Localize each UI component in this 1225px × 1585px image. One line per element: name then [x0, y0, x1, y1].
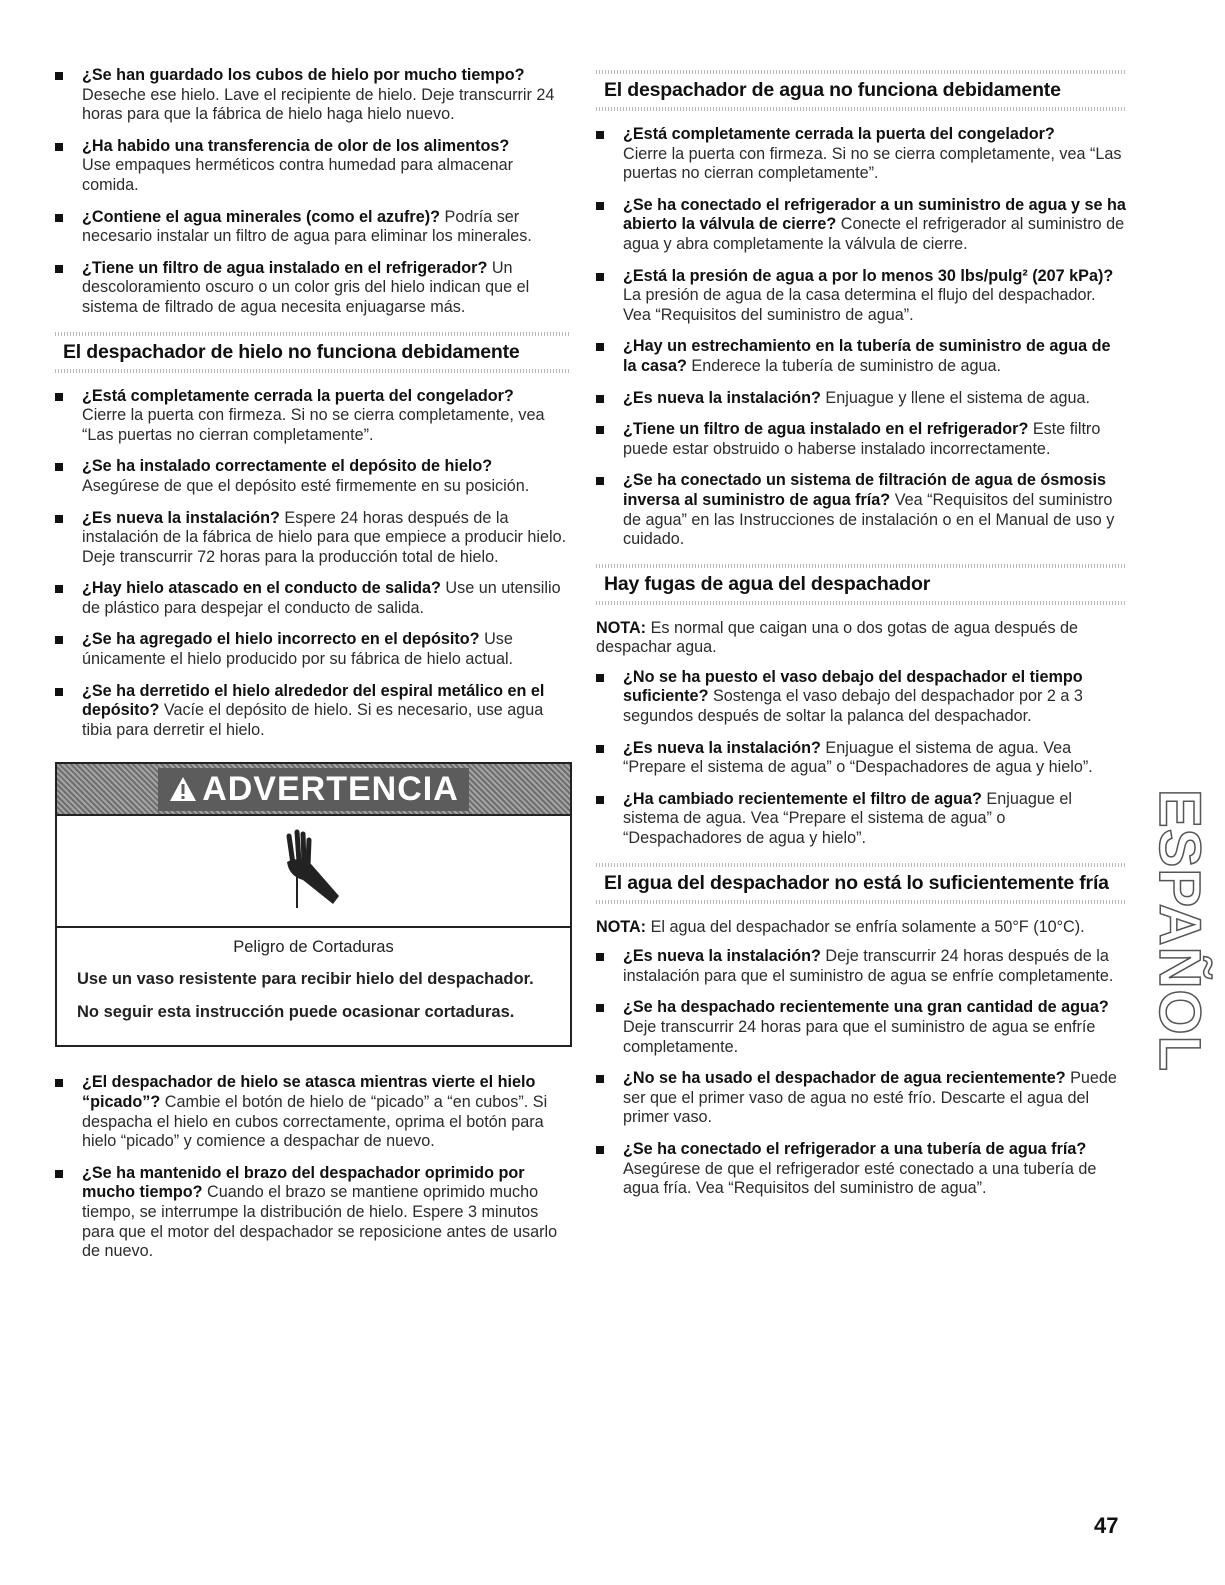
side-tab-label: ESPAÑOL — [1147, 788, 1213, 1072]
bullet-icon — [55, 72, 63, 80]
list-item — [55, 137, 570, 196]
bullet-icon — [596, 745, 604, 753]
answer: Enderece la tubería de suministro de agua. — [691, 356, 1001, 375]
answer: Vea “Requisitos del suministro de agua” en las Instrucciones de instalación o en el Manual de uso y cuidado. — [623, 490, 1115, 549]
section-header — [596, 564, 1126, 605]
answer: La presión de agua de la casa determina el flujo del despachador. Vea “Requisitos del suministro de agua”. — [623, 286, 1096, 324]
list-item — [596, 1069, 1126, 1128]
section-title: El despachador de hielo no funciona debidamente — [63, 340, 520, 363]
answer: Asegúrese de que el refrigerador esté conectado a una tubería de agua fría. Vea “Requisitos del suministro de agua”. — [623, 1159, 1097, 1198]
section-title: El agua del despachador no está lo suficientemente fría — [604, 871, 1109, 894]
warning-body — [57, 928, 570, 1045]
list-item — [55, 208, 570, 247]
answer: Un descoloramiento oscuro o un color gris del hielo indican que el sistema de filtrado de agua necesita enjuagarse más. — [82, 258, 530, 316]
note-label: NOTA: — [596, 917, 647, 936]
left-column — [55, 66, 570, 1274]
bullet-icon — [55, 1170, 63, 1178]
answer: Use empaques herméticos contra humedad para almacenar comida. — [82, 156, 514, 194]
bullet-icon — [596, 395, 604, 403]
bullet-icon — [55, 1079, 63, 1087]
question: ¿Se ha conectado el refrigerador a una tubería de agua fría? — [623, 1139, 1087, 1158]
question: ¿Hay hielo atascado en el conducto de salida? — [82, 579, 441, 598]
bullet-icon — [596, 953, 604, 961]
bullet-icon — [596, 343, 604, 351]
bullet-icon — [596, 1146, 604, 1154]
question: ¿Es nueva la instalación? — [623, 388, 821, 407]
list-item — [596, 998, 1126, 1057]
question: ¿Está completamente cerrada la puerta del congelador? — [623, 125, 1055, 143]
warning-consequence: No seguir esta instrucción puede ocasionar cortaduras. — [77, 1003, 515, 1022]
bullet-icon — [596, 426, 604, 434]
language-side-tab — [1147, 788, 1213, 1072]
warning-text: Use un vaso resistente para recibir hielo del despachador. — [77, 970, 534, 989]
bullet-icon — [55, 214, 63, 222]
warning-header — [57, 764, 570, 816]
answer: Asegúrese de que el depósito esté firmemente en su posición. — [82, 476, 530, 495]
question: ¿Tiene un filtro de agua instalado en el refrigerador? — [623, 420, 1029, 439]
bullet-icon — [596, 674, 604, 682]
question: ¿Está completamente cerrada la puerta del congelador? — [82, 386, 514, 405]
answer: Vacíe el depósito de hielo. Si es necesario, use agua tibia para derretir el hielo. — [82, 701, 544, 739]
answer: Sostenga el vaso debajo del despachador por 2 a 3 segundos después de soltar la palanca del despachador. — [623, 687, 1083, 726]
bullet-icon — [55, 636, 63, 644]
right-column — [596, 70, 1126, 1211]
bullet-icon — [55, 393, 63, 401]
section-title: Hay fugas de agua del despachador — [604, 572, 931, 595]
list-item — [596, 1140, 1126, 1199]
list-item — [596, 337, 1126, 376]
ice-dispenser-section — [55, 332, 570, 373]
bullet-icon — [596, 273, 604, 281]
list-item — [596, 125, 1126, 184]
left-items-top — [55, 66, 570, 318]
warning-title-wrap — [158, 768, 469, 811]
note-text: Es normal que caigan una o dos gotas de agua después de despachar agua. — [596, 618, 1079, 657]
answer: Enjuague el sistema de agua. Vea “Prepare el sistema de agua” o “Despachadores de agua y hielo”. — [623, 738, 1093, 777]
answer: Cambie el botón de hielo de “picado” a “en cubos”. Si despacha el hielo en cubos correctamente, oprima el botón para hielo “picado” y comience a despachar de nuevo. — [82, 1093, 548, 1151]
list-item — [596, 739, 1126, 778]
list-item — [55, 66, 570, 125]
question: ¿Se ha conectado un sistema de filtración de agua de ósmosis inversa al suministro de agua fría? — [623, 471, 1107, 509]
answer: Enjuague y llene el sistema de agua. — [825, 388, 1090, 407]
list-item — [55, 457, 570, 496]
question: ¿Se ha instalado correctamente el depósito de hielo? — [82, 457, 493, 476]
list-item — [55, 387, 570, 446]
bullet-icon — [596, 796, 604, 804]
bullet-icon — [55, 515, 63, 523]
question: ¿Se ha agregado el hielo incorrecto en el depósito? — [82, 630, 480, 649]
section-header — [596, 70, 1126, 111]
section-header — [55, 332, 570, 373]
note-text: El agua del despachador se enfría solamente a 50°F (10°C). — [650, 917, 1085, 936]
answer: Cierre la puerta con firmeza. Si no se cierra completamente, vea “Las puertas no cierran completamente”. — [82, 406, 545, 444]
answer: Use únicamente el hielo producido por su fábrica de hielo actual. — [82, 630, 514, 669]
list-item — [55, 682, 570, 741]
answer: Deje transcurrir 24 horas después de la instalación para que el suministro de agua se enfríe completamente. — [623, 947, 1114, 985]
bullet-icon — [55, 143, 63, 151]
list-item — [55, 630, 570, 669]
answer: Podría ser necesario instalar un filtro de agua para eliminar los minerales. — [82, 207, 532, 246]
warning-box — [55, 762, 572, 1047]
answer: Cuando el brazo se mantiene oprimido mucho tiempo, se interrumpe la distribución de hielo. Espere 3 minutos para que el motor del despachador se reposicione antes de usarlo de nuevo. — [82, 1183, 558, 1261]
answer: Puede ser que el primer vaso de agua no esté frío. Descarte el agua del primer vaso. — [623, 1069, 1117, 1127]
list-item — [596, 668, 1126, 727]
section-title: El despachador de agua no funciona debidamente — [604, 79, 1061, 101]
answer: Deseche ese hielo. Lave el recipiente de hielo. Deje transcurrir 24 horas para que la fábrica de hielo haga hielo nuevo. — [82, 85, 555, 124]
list-item — [55, 509, 570, 568]
list-item — [596, 420, 1126, 459]
question: ¿Es nueva la instalación? — [82, 508, 280, 527]
list-item — [596, 267, 1126, 326]
list-item — [596, 471, 1126, 549]
bullet-icon — [55, 688, 63, 696]
bullet-icon — [55, 265, 63, 273]
leak-section — [596, 564, 1126, 605]
bullet-icon — [596, 1075, 604, 1083]
note — [596, 918, 1126, 938]
question: ¿No se ha usado el despachador de agua recientemente? — [623, 1069, 1066, 1088]
list-item — [596, 947, 1126, 986]
question: ¿Está la presión de agua a por lo menos 30 lbs/pulg² (207 kPa)? — [623, 266, 1114, 285]
question: ¿Ha cambiado recientemente el filtro de agua? — [623, 789, 982, 808]
question: ¿Se ha conectado el refrigerador a un suministro de agua y se ha abierto la válvula de cierre? — [623, 195, 1126, 234]
warning-icon-area — [57, 816, 570, 928]
answer: Deje transcurrir 24 horas para que el suministro de agua se enfríe completamente. — [623, 1018, 1096, 1056]
question: ¿Tiene un filtro de agua instalado en el refrigerador? — [82, 258, 488, 277]
question: ¿Se han guardado los cubos de hielo por mucho tiempo? — [82, 66, 525, 84]
answer: Enjuague el sistema de agua. Vea “Prepare el sistema de agua” o “Despachadores de agua y hielo”. — [623, 789, 1072, 848]
list-item — [55, 579, 570, 618]
question: ¿Es nueva la instalación? — [623, 738, 821, 757]
question: ¿El despachador de hielo se atasca mientras vierte el hielo “picado”? — [82, 1073, 536, 1112]
list-item — [55, 1164, 570, 1262]
list-item — [596, 790, 1126, 849]
question: ¿Se ha derretido el hielo alrededor del espiral metálico en el depósito? — [82, 681, 545, 720]
list-item — [55, 1073, 570, 1151]
hand-cut-icon — [269, 826, 359, 916]
answer: Espere 24 horas después de la instalación de la fábrica de hielo para que empiece a producir hielo. Deje transcurrir 72 horas para la producción total de hielo. — [82, 508, 567, 566]
question: ¿Hay un estrechamiento en la tubería de suministro de agua de la casa? — [623, 337, 1111, 375]
answer: Cierre la puerta con firmeza. Si no se cierra completamente, vea “Las puertas no cierran completamente”. — [623, 144, 1122, 183]
answer: Este filtro puede estar obstruido o haberse instalado incorrectamente. — [623, 420, 1101, 458]
hazard-label: Peligro de Cortaduras — [233, 938, 394, 957]
question: ¿Se ha despachado recientemente una gran cantidad de agua? — [623, 998, 1109, 1017]
answer: Conecte el refrigerador al suministro de agua y abra completamente la válvula de cierre. — [623, 215, 1125, 253]
answer: Use un utensilio de plástico para despejar el conducto de salida. — [82, 579, 561, 617]
warning-title: ADVERTENCIA — [202, 769, 459, 808]
note — [596, 619, 1126, 658]
question: ¿Contiene el agua minerales (como el azufre)? — [82, 207, 441, 226]
section-header — [596, 863, 1126, 904]
list-item — [55, 259, 570, 318]
bullet-icon — [596, 202, 604, 210]
warning-triangle-icon — [168, 775, 198, 803]
note-label: NOTA: — [596, 618, 647, 637]
list-item — [596, 389, 1126, 409]
bullet-icon — [596, 1004, 604, 1012]
question: ¿Se ha mantenido el brazo del despachador oprimido por mucho tiempo? — [82, 1163, 525, 1202]
question: ¿Ha habido una transferencia de olor de los alimentos? — [82, 136, 510, 155]
water-dispenser-section — [596, 70, 1126, 111]
bullet-icon — [596, 131, 604, 139]
question: ¿No se ha puesto el vaso debajo del despachador el tiempo suficiente? — [623, 667, 1083, 706]
bullet-icon — [55, 463, 63, 471]
bullet-icon — [596, 477, 604, 485]
page-number: 47 — [1094, 1513, 1119, 1538]
question: ¿Es nueva la instalación? — [623, 947, 821, 966]
cold-water-section — [596, 863, 1126, 904]
list-item — [596, 196, 1126, 255]
bullet-icon — [55, 585, 63, 593]
